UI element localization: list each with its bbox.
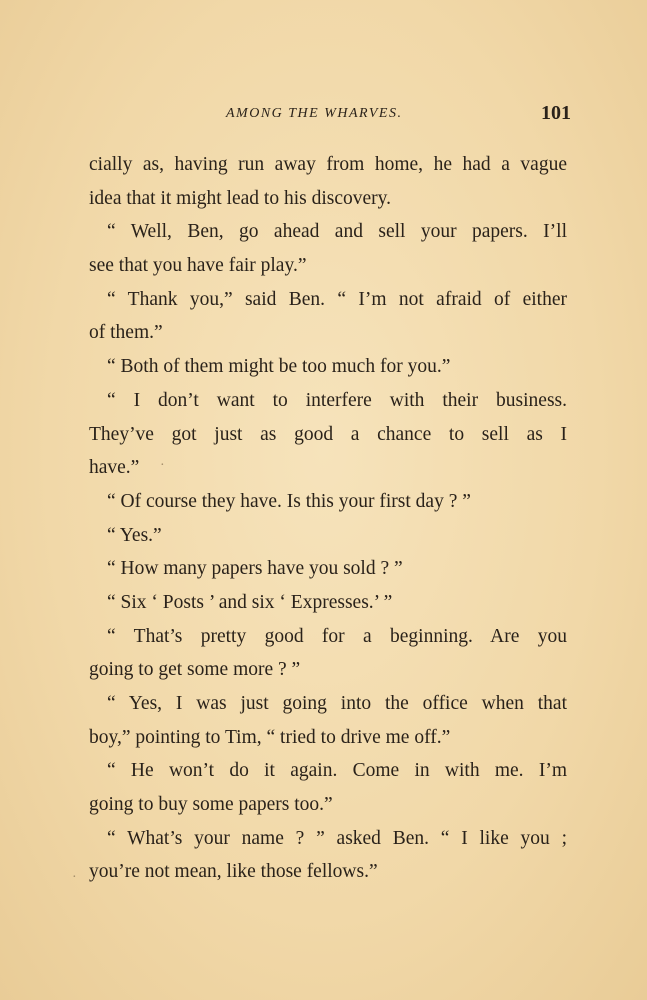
text-line: “ How many papers have you sold ? ”	[107, 558, 403, 580]
text-line: see that you have fair play.”	[89, 255, 307, 277]
text-line: boy,” pointing to Tim, “ tried to drive me off.”	[89, 726, 451, 748]
body-text	[89, 148, 567, 889]
text-line: have.”	[89, 457, 140, 479]
text-line: going to buy some papers too.”	[89, 794, 333, 816]
text-line: cially as, having run away from home, he had a vague	[89, 154, 567, 175]
text-line: “ Yes, I was just going into the office when that	[107, 693, 567, 714]
page-number: 101	[541, 102, 571, 124]
text-line: “ Well, Ben, go ahead and sell your papers. I’ll	[107, 221, 567, 243]
text-line: you’re not mean, like those fellows.”	[89, 861, 378, 883]
text-line: “ I don’t want to interfere with their business.	[107, 389, 567, 411]
page-header	[226, 102, 571, 130]
text-line: of them.”	[89, 322, 163, 344]
text-line: idea that it might lead to his discovery.	[89, 187, 392, 209]
text-line: “ He won’t do it again. Come in with me. I’m	[107, 760, 567, 782]
text-line: “ Of course they have. Is this your first day ? ”	[107, 490, 471, 512]
text-line: “ Both of them might be too much for you.”	[107, 356, 451, 378]
text-line: “ That’s pretty good for a beginning. Are you	[107, 625, 567, 647]
text-line: “ Six ‘ Posts ’ and six ‘ Expresses.’ ”	[107, 591, 393, 613]
stray-ink-mark: ·	[160, 458, 165, 473]
text-line: “ Thank you,” said Ben. “ I’m not afraid of either	[107, 288, 567, 310]
text-line: They’ve got just as good a chance to sell as I	[89, 423, 567, 445]
text-line: “ What’s your name ? ” asked Ben. “ I like you ;	[107, 827, 567, 849]
text-line: “ Yes.”	[107, 524, 162, 546]
running-head: AMONG THE WHARVES.	[226, 106, 403, 121]
stray-ink-mark: ·	[72, 870, 77, 885]
text-line: going to get some more ? ”	[89, 659, 301, 681]
